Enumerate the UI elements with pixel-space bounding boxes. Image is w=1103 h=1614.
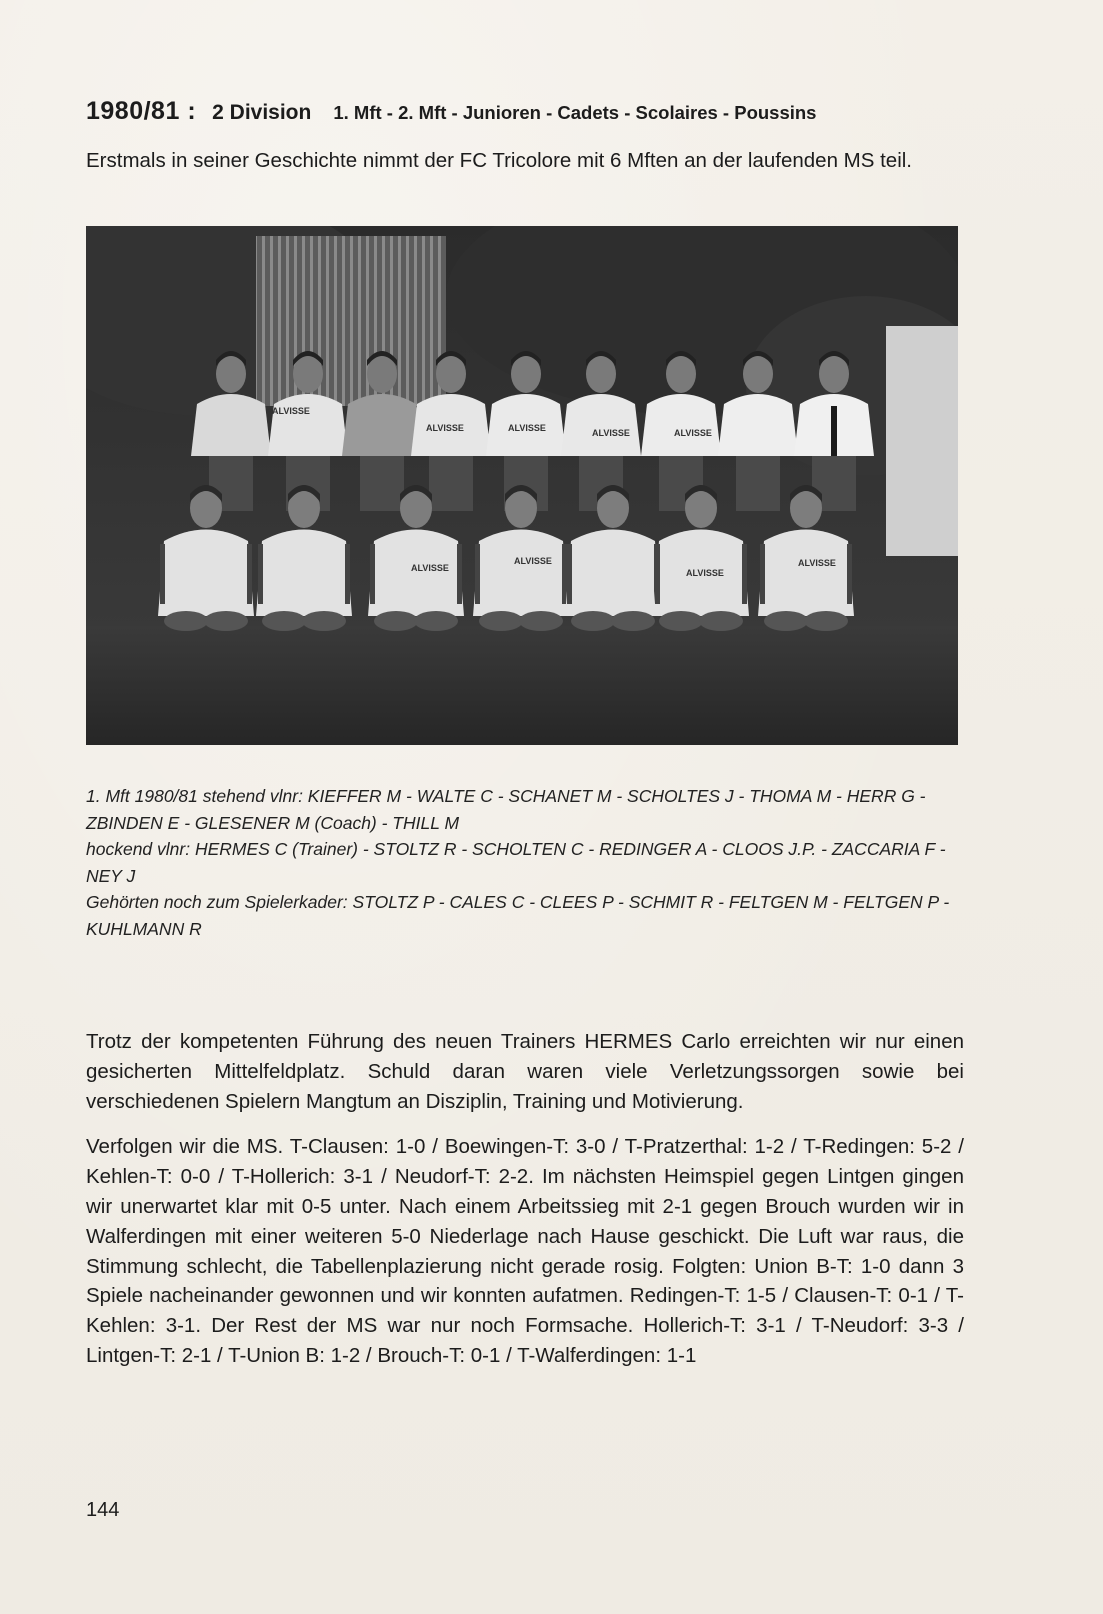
season-title: 1980/81 :	[86, 97, 197, 125]
division-label: 2 Division	[212, 101, 312, 124]
intro-paragraph: Erstmals in seiner Geschichte nimmt der FC Tricolore mit 6 Mften an der laufenden MS teil.	[86, 149, 913, 172]
team-photo	[86, 226, 958, 745]
jersey-text: ALVISSE	[426, 423, 464, 433]
jersey-text: ALVISSE	[798, 558, 836, 568]
jersey-text: ALVISSE	[411, 563, 449, 573]
jersey-text: ALVISSE	[686, 568, 724, 578]
caption-standing: 1. Mft 1980/81 stehend vlnr: KIEFFER M - WALTE C - SCHANET M - SCHOLTES J - THOMA M - HERR G - ZBINDEN E - GLESENER M (Coach) - THILL M	[86, 786, 926, 833]
season-report	[86, 1027, 964, 1387]
photo-caption	[86, 783, 964, 942]
jersey-text: ALVISSE	[514, 556, 552, 566]
jersey-text: ALVISSE	[508, 423, 546, 433]
season-heading	[86, 97, 966, 126]
page-number: 144	[86, 1499, 120, 1521]
jersey-text: ALVISSE	[272, 406, 310, 416]
jersey-text: ALVISSE	[592, 428, 630, 438]
teams-list: 1. Mft - 2. Mft - Junioren - Cadets - Scolaires - Poussins	[333, 102, 817, 123]
caption-squad: Gehörten noch zum Spielerkader: STOLTZ P - CALES C - CLEES P - SCHMIT R - FELTGEN M - FELTGEN P - KUHLMANN R	[86, 892, 950, 939]
jersey-text: ALVISSE	[674, 428, 712, 438]
report-paragraph-1: Trotz der kompetenten Führung des neuen Trainers HERMES Carlo erreichten wir nur einen gesicherten Mittelfeldplatz. Schuld daran waren viele Verletzungssorgen sowie bei verschiedenen Spielern Mangtum an Disziplin, Training und Motivierung.	[86, 1030, 964, 1113]
report-paragraph-2: Verfolgen wir die MS. T-Clausen: 1-0 / Boewingen-T: 3-0 / T-Pratzerthal: 1-2 / T-Redingen: 5-2 / Kehlen-T: 0-0 / T-Hollerich: 3-1 / Neudorf-T: 2-2. Im nächsten Heimspiel gegen Lintgen gingen wir unerwartet klar mit 0-5 unter. Nach einem Arbeitssieg mit 2-1 gegen Brouch wurden wir in Walferdingen mit einer weiteren 5-0 Niederlage nach Hause geschickt. Die Luft war raus, die Stimmung schlecht, die Tabellenplazierung nicht gerade rosig. Folgten: Union B-T: 1-0 dann 3 Spiele nacheinander gewonnen und wir konnten aufatmen. Redingen-T: 1-5 / Clausen-T: 0-1 / T-Kehlen: 3-1. Der Rest der MS war nur noch Formsache. Hollerich-T: 3-1 / T-Neudorf: 3-3 / Lintgen-T: 2-1 / T-Union B: 1-2 / Brouch-T: 0-1 / T-Walferdingen: 1-1	[86, 1135, 964, 1367]
caption-kneeling: hockend vlnr: HERMES C (Trainer) - STOLTZ R - SCHOLTEN C - REDINGER A - CLOOS J.P. - ZACCARIA F - NEY J	[86, 839, 946, 886]
